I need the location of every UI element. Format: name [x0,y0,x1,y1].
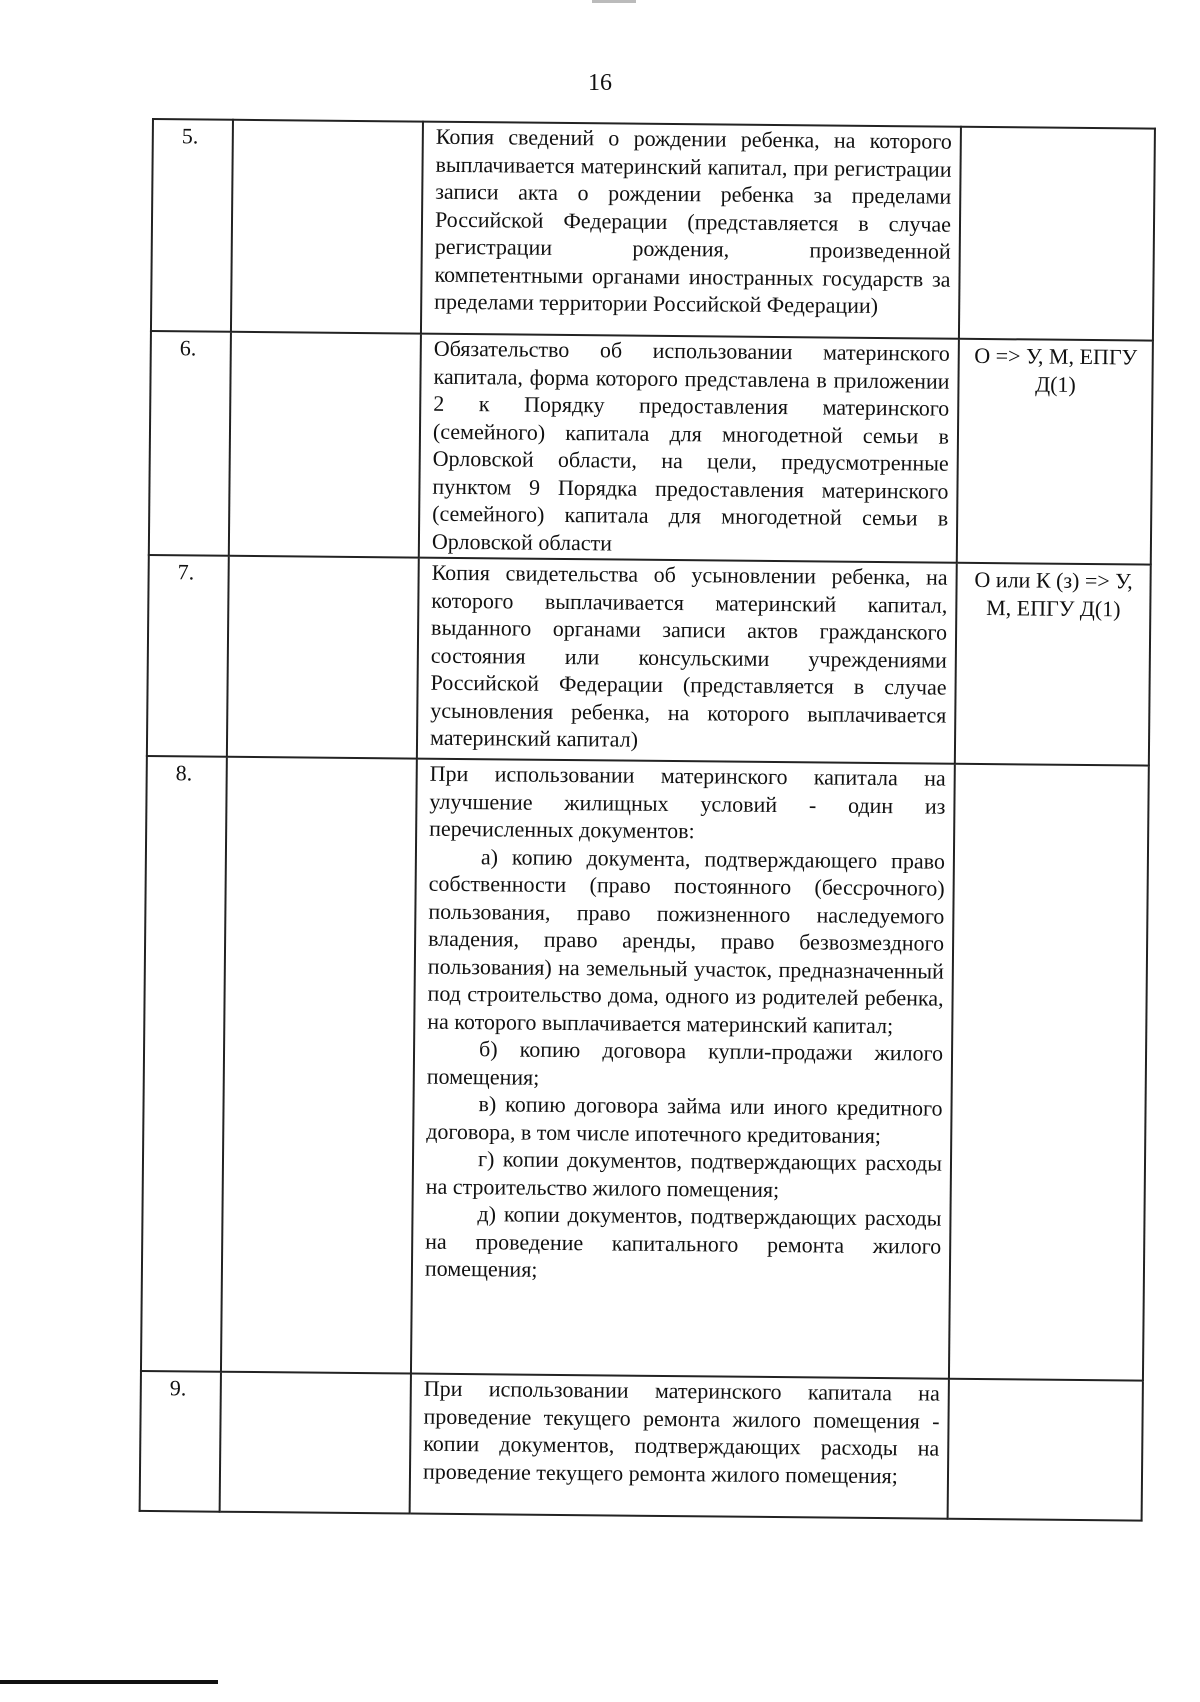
document-description [421,122,961,339]
description-text: Обязательство об использовании материнского капитала, форма которого представлена в приложении 2 к Порядку предоставления материнского (семейного) капитала для многодетной семьи в Орловской области, на цели, предусмотренные пунктом 9 Порядка предоставления материнского (семейного) капитала для многодетной семьи в Орловской области [431,335,950,555]
table-row [151,119,1155,341]
list-item: д) копии документов, подтверждающих расходы на проведение капитального ремонта жилого помещения; [424,1201,942,1282]
scan-artifact [592,0,636,3]
document-description [410,1374,949,1519]
table-row [140,1371,1143,1521]
submission-form [949,764,1149,1381]
document-description [419,334,959,563]
documents-table [139,118,1156,1522]
list-item: б) копию договора купли-продажи жилого помещения; [426,1036,944,1090]
table-row [147,555,1151,766]
submission-form [948,1379,1143,1521]
description-intro: При использовании материнского капитала на улучшение жилищных условий - один из перечисленных документов: [429,760,946,844]
document-description [417,558,957,764]
list-item: г) копии документов, подтверждающих расходы на строительство жилого помещения; [425,1146,943,1202]
empty-cell [231,120,423,334]
submission-form: О => У, М, ЕПГУ Д(1) [957,339,1153,565]
page-number: 16 [588,70,612,96]
empty-cell [221,757,417,1374]
bottom-rule-line [0,1680,218,1684]
document-description [411,759,955,1379]
table-row [141,756,1149,1381]
list-item: а) копию документа, подтверждающего право собственности (право постоянного (бессрочного) пользования, право пожизненного наследуемого владения, право аренды, право безвозмездного пользования) на земельный участок, предназначенный под строительство дома, одного из родителей ребенка, на которого выплачивается материнский капитал; [427,843,946,1038]
empty-cell [220,1372,411,1514]
empty-cell [227,556,419,759]
description-text: Копия свидетельства об усыновлении ребенка, на которого выплачивается материнский капитал, выданного органами записи актов гражданского состояния или консульскими учреждениями Российской Федерации (представляется в случае усыновления ребенка, на которого выплачивается материнский капитал) [429,559,948,752]
description-text: Копия сведений о рождении ребенка, на которого выплачивается материнский капитал, при регистрации записи акта о рождении ребенка за пределами Российской Федерации (представляется в случае регистрации рождения, произведенной компетентными органами иностранных государств за пределами территории Российской Федерации) [434,123,952,318]
submission-form [959,127,1155,341]
table-row [149,331,1153,565]
row-number: 5. [151,119,233,332]
row-number: 8. [141,756,227,1372]
row-number: 6. [149,331,231,556]
description-text: При использовании материнского капитала на проведение текущего ремонта жилого помещения - копии документов, подтверждающих расходы на проведение текущего ремонта жилого помещения; [422,1375,940,1488]
submission-form: О или К (з) => У, М, ЕПГУ Д(1) [955,563,1151,766]
empty-cell [229,332,421,558]
row-number: 7. [147,555,229,757]
list-item: в) копию договора займа или иного кредитного договора, в том числе ипотечного кредитования; [426,1091,943,1148]
row-number: 9. [140,1371,221,1512]
